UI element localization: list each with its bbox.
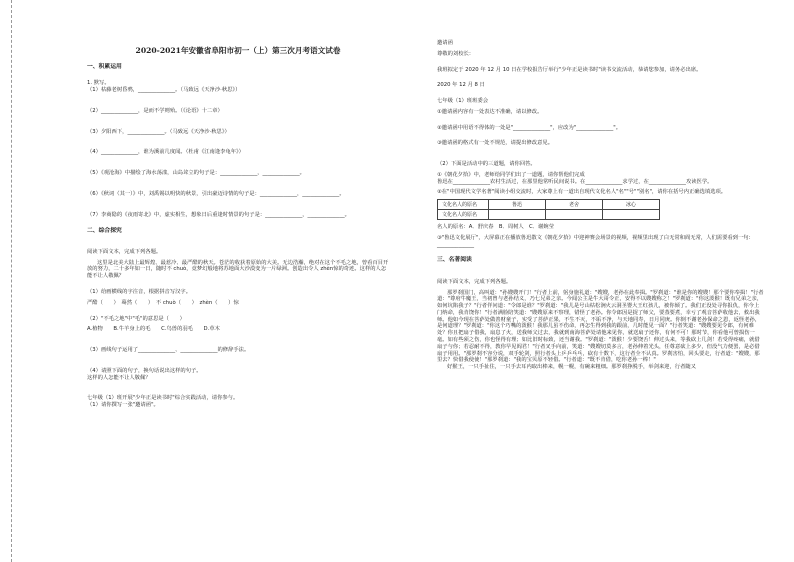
invite-task-2: ②邀请函中用语不得体的一处是"______________"，应改为"______________"。 bbox=[437, 124, 621, 131]
q2-2-options: A.植物 B.牛羊身上的毛 C.鸟兽的羽毛 D.草木 bbox=[87, 326, 220, 333]
q1-line-5: （5）《观沧海》中描绘了海水荡漾，山岛耸立的句子是：______________，______________。 bbox=[87, 170, 305, 177]
q3-2-a: ①《朝花夕拾》中，老师给同学们出了一道题，请你帮他们完成 bbox=[437, 171, 585, 178]
q2-4-sentence: 这样的人怎能不让人敬佩？ bbox=[87, 374, 151, 381]
table-cell bbox=[546, 210, 603, 220]
section-2-heading: 二、综合探究 bbox=[87, 227, 122, 234]
table-cell: 文化名人的原名 bbox=[438, 200, 489, 210]
invite-greeting: 尊敬的刘校长： bbox=[437, 50, 475, 57]
q1-line-1: （1）枯藤老树昏鸦，______________。（马致远《天净沙·秋思》） bbox=[87, 87, 241, 94]
q1-intro: 1. 默写。 bbox=[87, 80, 110, 87]
table-cell: 冰心 bbox=[603, 200, 660, 210]
invite-task-3: ③邀请函的格式有一处不规范，请提出修改意见。 bbox=[437, 140, 553, 147]
names-table bbox=[437, 199, 660, 220]
q1-line-4: （4）______________，谁为溪前几度闻。（杜甫《江南逢李龟年》） bbox=[87, 149, 244, 156]
page-title: 2020-2021年安徽省阜阳市初一（上）第三次月考语文试卷 bbox=[135, 46, 341, 55]
q3-3: ③"鲁迅文化展厅"，大屏幕正在播放鲁迅散文《朝花夕拾》中迎神赛会场景的视频，视频里出现了白无常和阎无常，人们需要看到一句：______________ bbox=[437, 234, 754, 248]
invite-signature: 七年级（1）班班委会 bbox=[437, 98, 489, 105]
table-cell: 老舍 bbox=[546, 200, 603, 210]
invite-task-1: ①邀请函内容有一处表达不准确，请以修改。 bbox=[437, 108, 543, 115]
q2-1-blanks: 严酷（ ） 蓦然（ ） 不 chuò（ ） zhèn（ ）惊 bbox=[87, 299, 239, 306]
q3-2-b: ②在"中国现代文学名著"阅读小组交流时，大家尊上有一道出自现代文化名人"名""号""别名"，请你在括号内正确选填选项。 bbox=[437, 189, 727, 196]
table-cell bbox=[603, 210, 660, 220]
names-options: 名人的原名：A．舒庆春 B．周树人 C．谢婉莹 bbox=[437, 224, 554, 231]
invite-title: 邀请函 bbox=[437, 40, 453, 46]
q2-2: （2）"不毛之地"中"毛"的意思是（ ） bbox=[87, 315, 185, 322]
table-row bbox=[438, 200, 660, 210]
q2-4: （4）请照下面的句子，换句话说出这样的句子。 bbox=[87, 367, 202, 374]
novel-passage: 那罗刹国门，高叫道："孙嫂嫂开门！"行者上前，躬身施礼道："嫂嫂，老孙在此奉揖。"罗刹道："谁是你的嫂嫂！那个要你奉揖！"行者道："尊府牛魔王，当初曾与老孙结义，乃七兄弟之亲。今闻公主是牛大哥令正，安得不以嫂嫂称之！"罗刹道："你这泼猴！既有兄弟之亲，如何坑陷我子？"行者佯问道："令郎是谁？"罗刹道："我儿是号山枯松涧火云洞圣婴大王红孩儿，被你倾了。我们正没处寻你报仇，你今上门纳命，我肯饶你！"行者满脸陪笑道："嫂嫂原来不察理，错怪了老孙。你令郎因是捉了师父，要蒸要煮，幸亏了观音菩萨收他去，救出我师。他如今现在菩萨处做善财童子，实受了菩萨正果，不生不灭，不垢不净，与天地同寿，日月同庚。你倒不谢老孙保命之恩，返怪老孙，是何道理？"罗刹道："你这个巧嘴的泼猴！我那儿虽不伤命，再怎生得到我的跟前，几时能见一面？"行者笑道："嫂嫂要见令郎，有何难处？你且把扇子借我，扇息了火，送我师父过去，我就到南海菩萨处请他来见你，就送扇子还你，有何不可！那时节，你看他可曾损伤一毫。如有些须之伤，你也怪得有理；如比旧时标致，还当谢我。"罗刹道："泼猴！少要饶舌！伸过头来，等我砍上几剑！若受得疼痛，就借扇子与你；若忍耐不得，教你早见阎君！"行者叉手向前，笑道："嫂嫂切莫多言，老孙伸着光头，任尊意砍上多少，但没气力便罢，是必借扇子用用。"那罗刹不容分说，双手轮剑，照行者头上乒乒乓乓，砍有十数下，这行者全不认真。罗刹害怕，回头要走，行者道："嫂嫂，那里去？快借我使使！"那罗刹道："我的宝贝原不轻借。"行者道："既不肯借，吃你老孙一棒！" bbox=[437, 289, 764, 364]
reading-intro-2: 阅读下面文本，完成下列各题。 bbox=[437, 278, 512, 285]
q3-intro: 七年级（1）班开展"少年正是读书时"综合实践活动，请你参与。 bbox=[87, 395, 239, 402]
q3-2-a-blanks: 鲁迅在______________农村生活过，在那里他常听民间说书。在______________求学过，在______________攻读医学。 bbox=[437, 178, 713, 185]
table-row bbox=[438, 210, 660, 220]
q3-2-intro: （2）下面是活动中的三道题，请你回答。 bbox=[437, 161, 536, 168]
novel-passage-2: 好猴王，一只手扯住，一只手去耳内取出棒来，幌一幌，有碗来粗细。那罗刹挣脱手，举剑来迎，行者随又 bbox=[447, 364, 696, 371]
section-1-heading: 一、积累运用 bbox=[87, 64, 122, 70]
reading-passage: 这里是北美大陆上最辉煌、最惹冷、最严酷的秋天。苍茫的收获着原始的大美。无边浩瀚，绝对在这个不毛之地，曾看百目开放的努力，二十多年如一日，随时不 chuò，竟梦幻般地将苏地面大沙漠变为一片绿洲。创造出令人 zhèn惊的奇迹。这样的人怎能不让人敬佩？ bbox=[87, 259, 389, 280]
table-cell: 文化名人的原名 bbox=[438, 210, 489, 220]
invite-date: 2020 年 12 月 8 日 bbox=[437, 82, 485, 89]
right-page bbox=[397, 0, 794, 562]
table-cell: 鲁迅 bbox=[489, 200, 546, 210]
invite-body: 我班拟定于 2020 年 12 月 10 日在学校报告厅举行"少年正是读书时"读书交流活动，恭请您参加，请务必出席。 bbox=[437, 66, 702, 73]
q3-sub: （1）请你撰写一张"邀请函"。 bbox=[87, 402, 159, 409]
q1-line-2: （2）______________，是而不学则殆。（《论语》十二章） bbox=[87, 107, 223, 114]
q1-line-6: （6）《秋词（其一）》中，刘禹锡以明快的秋景，引出豪迈诗情的句子是：______________，______________。 bbox=[87, 191, 345, 197]
q2-1: （1）给画横线的字注音，根据拼音写汉字。 bbox=[87, 289, 192, 295]
q2-3: （3）画线句子运用了______________、______________的修辞手法。 bbox=[87, 347, 250, 354]
reading-intro: 阅读下面文本，完成下列各题。 bbox=[87, 248, 162, 255]
section-3-heading: 三、名著阅读 bbox=[437, 257, 472, 264]
table-cell bbox=[489, 210, 546, 220]
q1-line-3: （3）夕阳西下，______________。（马致远《天净沙·秋思》） bbox=[87, 128, 230, 135]
q1-line-7: （7）李商隐的《夜雨寄北》中，虚实相生，想象日后重逢时情景的句子是：______________，______________。 bbox=[87, 211, 350, 218]
